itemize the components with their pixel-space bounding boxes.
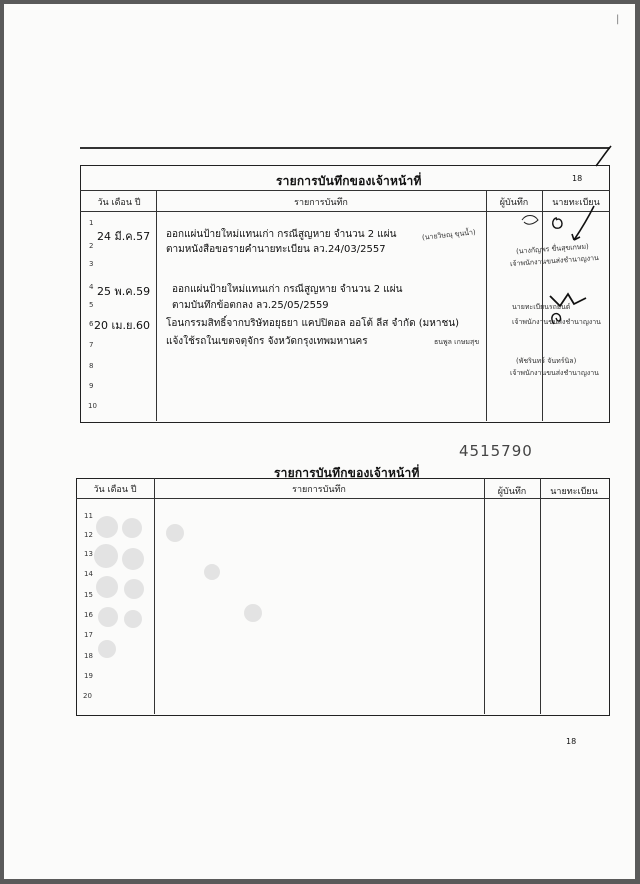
entry-date: 25 พ.ค.59	[97, 285, 151, 298]
bottom-page-number: 18	[566, 737, 577, 746]
lower-col-divider-1	[154, 478, 155, 714]
upper-col-registrar-header: นายทะเบียน	[552, 198, 600, 208]
lower-col-registrar-header: นายทะเบียน	[550, 487, 598, 497]
bleed-through-number: 4515790	[459, 442, 533, 460]
row-number: 14	[84, 570, 93, 578]
row-number: 13	[84, 550, 93, 558]
watermark-speckle	[98, 640, 116, 658]
registrar-stamp-title: นายทะเบียนรถยนต์	[512, 303, 571, 311]
registrar-stamp-title: เจ้าพนักงานขนส่งชำนาญงาน	[512, 318, 601, 326]
watermark-speckle	[98, 607, 118, 627]
watermark-speckle	[122, 518, 142, 538]
lower-col-divider-2	[484, 478, 485, 714]
row-number: 11	[84, 512, 93, 520]
entry-date: 24 มี.ค.57	[97, 230, 151, 243]
lower-col-date-header: วัน เดือน ปี	[93, 485, 137, 495]
lower-col-divider-3	[540, 478, 541, 714]
entry-text-line: ตามหนังสือขอรายคำนายทะเบียน ลว.24/03/2557	[166, 244, 386, 255]
entry-text-line: โอนกรรมสิทธิ์จากบริษัทอยุธยา แคปปิตอล ออโต้ ลีส จำกัด (มหาชน)	[166, 318, 459, 329]
registrar-stamp-name: (นางกัญพร ขื่นสุขเกษม)	[515, 242, 590, 256]
lower-col-recorder-header: ผู้บันทึก	[497, 487, 527, 497]
watermark-speckle	[122, 548, 144, 570]
entry-text-line: ออกแผ่นป้ายใหม่แทนเก่า กรณีสูญหาย จำนวน 2 แผ่น	[166, 229, 397, 240]
document-page	[4, 4, 635, 879]
watermark-speckle	[94, 544, 118, 568]
watermark-speckle	[244, 604, 262, 622]
entry-text-line: ตามบันทึกข้อตกลง ลว.25/05/2559	[172, 300, 329, 311]
row-number: 17	[84, 631, 93, 639]
recorder-stamp: (นายวิษณุ ขุนน้ำ)	[421, 228, 477, 242]
upper-col-divider-1	[156, 190, 157, 421]
signature-marks	[502, 204, 612, 329]
upper-col-record-header: รายการบันทึก	[294, 198, 348, 208]
entry-date: 20 เม.ย.60	[94, 319, 150, 332]
upper-page-number: 18	[572, 174, 583, 183]
watermark-speckle	[124, 610, 142, 628]
entry-text-line: แจ้งใช้รถในเขตจตุจักร จังหวัดกรุงเทพมหานคร	[166, 336, 368, 347]
row-number: 1	[89, 219, 94, 227]
upper-col-date-header: วัน เดือน ปี	[97, 198, 141, 208]
row-number: 8	[89, 362, 94, 370]
row-number: 12	[84, 531, 93, 539]
upper-col-divider-2	[486, 190, 487, 421]
upper-header-rule-1	[80, 190, 610, 191]
row-number: 20	[83, 692, 92, 700]
watermark-speckle	[124, 579, 144, 599]
corner-pen-stroke	[516, 144, 616, 174]
row-number: 6	[89, 320, 94, 328]
row-number: 9	[89, 382, 94, 390]
upper-col-recorder-header: ผู้บันทึก	[499, 198, 529, 208]
lower-col-record-header: รายการบันทึก	[292, 485, 346, 495]
registrar-stamp-title: เจ้าพนักงานขนส่งชำนาญงาน	[509, 253, 600, 269]
row-number: 10	[88, 402, 97, 410]
registrar-stamp-name: (พัชรินทร์ จันทร์นิล)	[516, 357, 577, 365]
lower-header-rule	[76, 498, 610, 499]
watermark-speckle	[96, 576, 118, 598]
watermark-speckle	[204, 564, 220, 580]
upper-table-title: รายการบันทึกของเจ้าหน้าที่	[276, 174, 422, 188]
entry-text-line: ออกแผ่นป้ายใหม่แทนเก่า กรณีสูญหาย จำนวน 2 แผ่น	[172, 284, 403, 295]
row-number: 18	[84, 652, 93, 660]
row-number: 4	[89, 283, 94, 291]
lower-record-table	[76, 478, 610, 716]
watermark-speckle	[96, 516, 118, 538]
row-number: 3	[89, 260, 94, 268]
recorder-stamp: ธนพูล เกษมสุข	[434, 338, 480, 346]
row-number: 19	[84, 672, 93, 680]
lower-table-title: รายการบันทึกของเจ้าหน้าที่	[274, 466, 420, 480]
corner-mark: |	[616, 14, 620, 25]
row-number: 16	[84, 611, 93, 619]
watermark-speckle	[166, 524, 184, 542]
row-number: 2	[89, 242, 94, 250]
row-number: 7	[89, 341, 94, 349]
registrar-stamp-title: เจ้าพนักงานขนส่งชำนาญงาน	[510, 369, 599, 377]
row-number: 15	[84, 591, 93, 599]
row-number: 5	[89, 301, 94, 309]
